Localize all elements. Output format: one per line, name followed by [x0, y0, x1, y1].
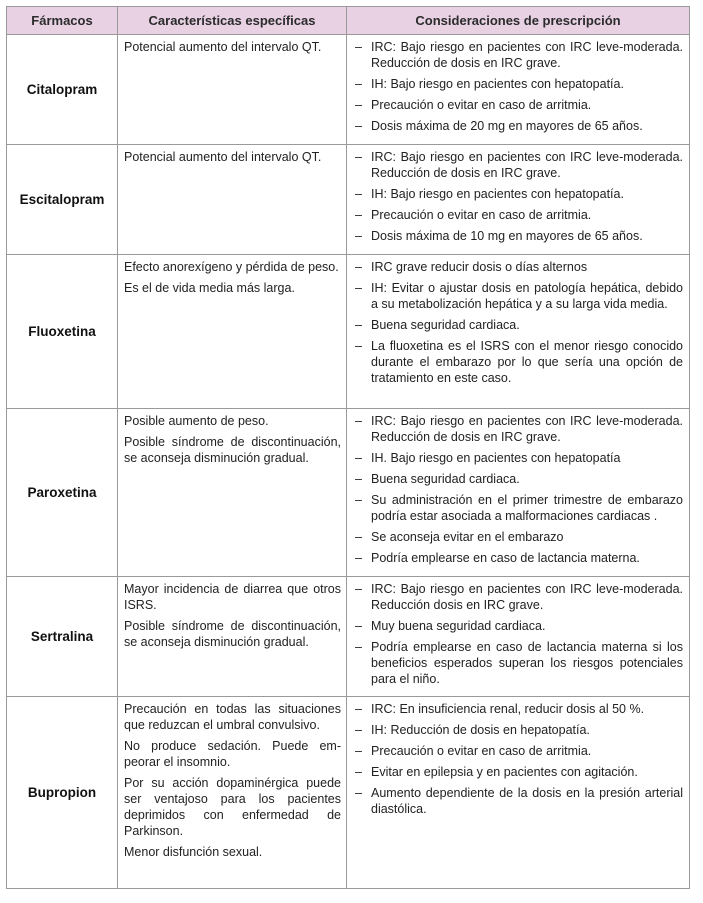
consideration-text: IH. Bajo riesgo en pacientes con hepatopatía: [371, 451, 621, 465]
header-considerations: Consideraciones de prescripción: [347, 7, 690, 35]
bullet-dash: –: [355, 229, 362, 243]
bullet-dash: –: [355, 744, 362, 758]
consideration-text: IRC: Bajo riesgo en pacientes con IRC leve-moderada. Reducción de dosis en IRC grave.: [371, 414, 683, 444]
consideration-text: Evitar en epilepsia y en pacientes con agitación.: [371, 765, 638, 779]
characteristic-text: Precaución en todas las situaciones que reduzcan el umbral convulsivo.: [124, 702, 341, 732]
consideration-item: [355, 618, 683, 634]
considerations-cell: [347, 409, 690, 577]
bullet-dash: –: [355, 702, 362, 716]
bullet-dash: –: [355, 786, 362, 800]
bullet-dash: –: [355, 472, 362, 486]
bullet-dash: –: [355, 493, 362, 507]
bullet-dash: –: [355, 260, 362, 274]
header-characteristics: Características específicas: [118, 7, 347, 35]
characteristic-text: Posible síndrome de discontinuación, se aconseja disminución gradual.: [124, 435, 341, 465]
consideration-item: [355, 97, 683, 113]
consideration-text: Dosis máxima de 20 mg en mayores de 65 años.: [371, 119, 643, 133]
drug-name: Sertralina: [7, 577, 118, 697]
characteristic-text: Mayor incidencia de diarrea que otros ISRS.: [124, 582, 341, 612]
consideration-text: Buena seguridad cardiaca.: [371, 318, 520, 332]
consideration-item: [355, 76, 683, 92]
consideration-text: IRC: Bajo riesgo en pacientes con IRC leve-moderada. Reducción de dosis en IRC grave.: [371, 150, 683, 180]
characteristics-cell: [118, 697, 347, 889]
characteristic-text: Potencial aumento del intervalo QT.: [124, 40, 322, 54]
consideration-text: La fluoxetina es el ISRS con el menor riesgo conocido durante el embarazo por lo que sería una opción de tratamiento en este caso.: [371, 339, 683, 385]
consideration-text: Precaución o evitar en caso de arritmia.: [371, 208, 592, 222]
consideration-item: [355, 785, 683, 817]
bullet-dash: –: [355, 582, 362, 596]
consideration-text: IH: Evitar o ajustar dosis en patología hepática, debido a su metabolización hepática y a su larga vida media.: [371, 281, 683, 311]
consideration-item: [355, 764, 683, 780]
consideration-text: IRC: Bajo riesgo en pacientes con IRC leve-moderada. Reducción de dosis en IRC grave.: [371, 40, 683, 70]
drug-name: Escitalopram: [7, 145, 118, 255]
characteristics-cell: [118, 35, 347, 145]
consideration-item: [355, 413, 683, 445]
bullet-dash: –: [355, 150, 362, 164]
bullet-dash: –: [355, 339, 362, 353]
table-row: [7, 577, 690, 697]
bullet-dash: –: [355, 551, 362, 565]
considerations-cell: [347, 255, 690, 409]
consideration-item: [355, 550, 683, 566]
characteristics-cell: [118, 145, 347, 255]
bullet-dash: –: [355, 187, 362, 201]
consideration-text: Aumento dependiente de la dosis en la presión arterial diastólica.: [371, 786, 683, 816]
characteristic-text: Potencial aumento del intervalo QT.: [124, 150, 322, 164]
table-row: [7, 255, 690, 409]
considerations-cell: [347, 145, 690, 255]
table-row: [7, 697, 690, 889]
characteristic-text: Por su acción dopaminérgica puede ser ventajoso para los pacientes deprimidos con enfermedad de Parkinson.: [124, 776, 341, 838]
consideration-text: IRC: En insuficiencia renal, reducir dosis al 50 %.: [371, 702, 645, 716]
consideration-item: [355, 450, 683, 466]
characteristic-text: Menor disfunción sexual.: [124, 845, 263, 859]
bullet-dash: –: [355, 723, 362, 737]
considerations-cell: [347, 577, 690, 697]
consideration-text: IH: Bajo riesgo en pacientes con hepatopatía.: [371, 77, 624, 91]
characteristics-cell: [118, 577, 347, 697]
consideration-item: [355, 701, 683, 717]
consideration-text: Podría emplearse en caso de lactancia materna.: [371, 551, 640, 565]
consideration-text: Podría emplearse en caso de lactancia materna si los beneficios esperados superan los riesgos potenciales para el niño.: [371, 640, 683, 686]
drug-name: Fluoxetina: [7, 255, 118, 409]
characteristic-text: No produce sedación. Puede empeorar el insomnio.: [124, 739, 341, 769]
consideration-item: [355, 259, 683, 275]
bullet-dash: –: [355, 451, 362, 465]
bullet-dash: –: [355, 318, 362, 332]
consideration-item: [355, 207, 683, 223]
considerations-cell: [347, 35, 690, 145]
consideration-item: [355, 743, 683, 759]
bullet-dash: –: [355, 98, 362, 112]
characteristic-text: Efecto anorexígeno y pérdida de peso.: [124, 260, 339, 274]
bullet-dash: –: [355, 530, 362, 544]
consideration-item: [355, 722, 683, 738]
drug-name: Bupropion: [7, 697, 118, 889]
consideration-text: Muy buena seguridad cardiaca.: [371, 619, 546, 633]
consideration-item: [355, 149, 683, 181]
consideration-item: [355, 581, 683, 613]
consideration-item: [355, 280, 683, 312]
characteristic-text: Posible síndrome de discontinuación, se aconseja disminución gradual.: [124, 619, 341, 649]
consideration-item: [355, 471, 683, 487]
consideration-item: [355, 492, 683, 524]
bullet-dash: –: [355, 765, 362, 779]
bullet-dash: –: [355, 119, 362, 133]
consideration-item: [355, 317, 683, 333]
consideration-item: [355, 338, 683, 386]
consideration-text: Buena seguridad cardiaca.: [371, 472, 520, 486]
consideration-item: [355, 639, 683, 687]
bullet-dash: –: [355, 640, 362, 654]
bullet-dash: –: [355, 77, 362, 91]
characteristics-cell: [118, 255, 347, 409]
bullet-dash: –: [355, 619, 362, 633]
bullet-dash: –: [355, 208, 362, 222]
consideration-text: Dosis máxima de 10 mg en mayores de 65 años.: [371, 229, 643, 243]
considerations-cell: [347, 697, 690, 889]
consideration-item: [355, 186, 683, 202]
document-page: [6, 6, 689, 889]
consideration-text: Precaución o evitar en caso de arritmia.: [371, 98, 592, 112]
consideration-item: [355, 39, 683, 71]
header-drugs: Fármacos: [7, 7, 118, 35]
consideration-text: Se aconseja evitar en el embarazo: [371, 530, 564, 544]
consideration-text: IRC grave reducir dosis o días alternos: [371, 260, 588, 274]
bullet-dash: –: [355, 414, 362, 428]
consideration-item: [355, 529, 683, 545]
consideration-item: [355, 228, 683, 244]
table-row: [7, 145, 690, 255]
consideration-item: [355, 118, 683, 134]
drug-name: Citalopram: [7, 35, 118, 145]
header-row: [7, 7, 690, 35]
drug-name: Paroxetina: [7, 409, 118, 577]
characteristics-cell: [118, 409, 347, 577]
drug-table: [6, 6, 690, 889]
characteristic-text: Posible aumento de peso.: [124, 414, 269, 428]
characteristic-text: Es el de vida media más larga.: [124, 281, 295, 295]
consideration-text: Precaución o evitar en caso de arritmia.: [371, 744, 592, 758]
consideration-text: IRC: Bajo riesgo en pacientes con IRC leve-moderada. Reducción dosis en IRC grave.: [371, 582, 683, 612]
consideration-text: IH: Bajo riesgo en pacientes con hepatopatía.: [371, 187, 624, 201]
consideration-text: Su administración en el primer trimestre de embarazo podría estar asociada a malformaciones cardiacas .: [371, 493, 683, 523]
table-row: [7, 409, 690, 577]
consideration-text: IH: Reducción de dosis en hepatopatía.: [371, 723, 590, 737]
bullet-dash: –: [355, 281, 362, 295]
bullet-dash: –: [355, 40, 362, 54]
table-row: [7, 35, 690, 145]
